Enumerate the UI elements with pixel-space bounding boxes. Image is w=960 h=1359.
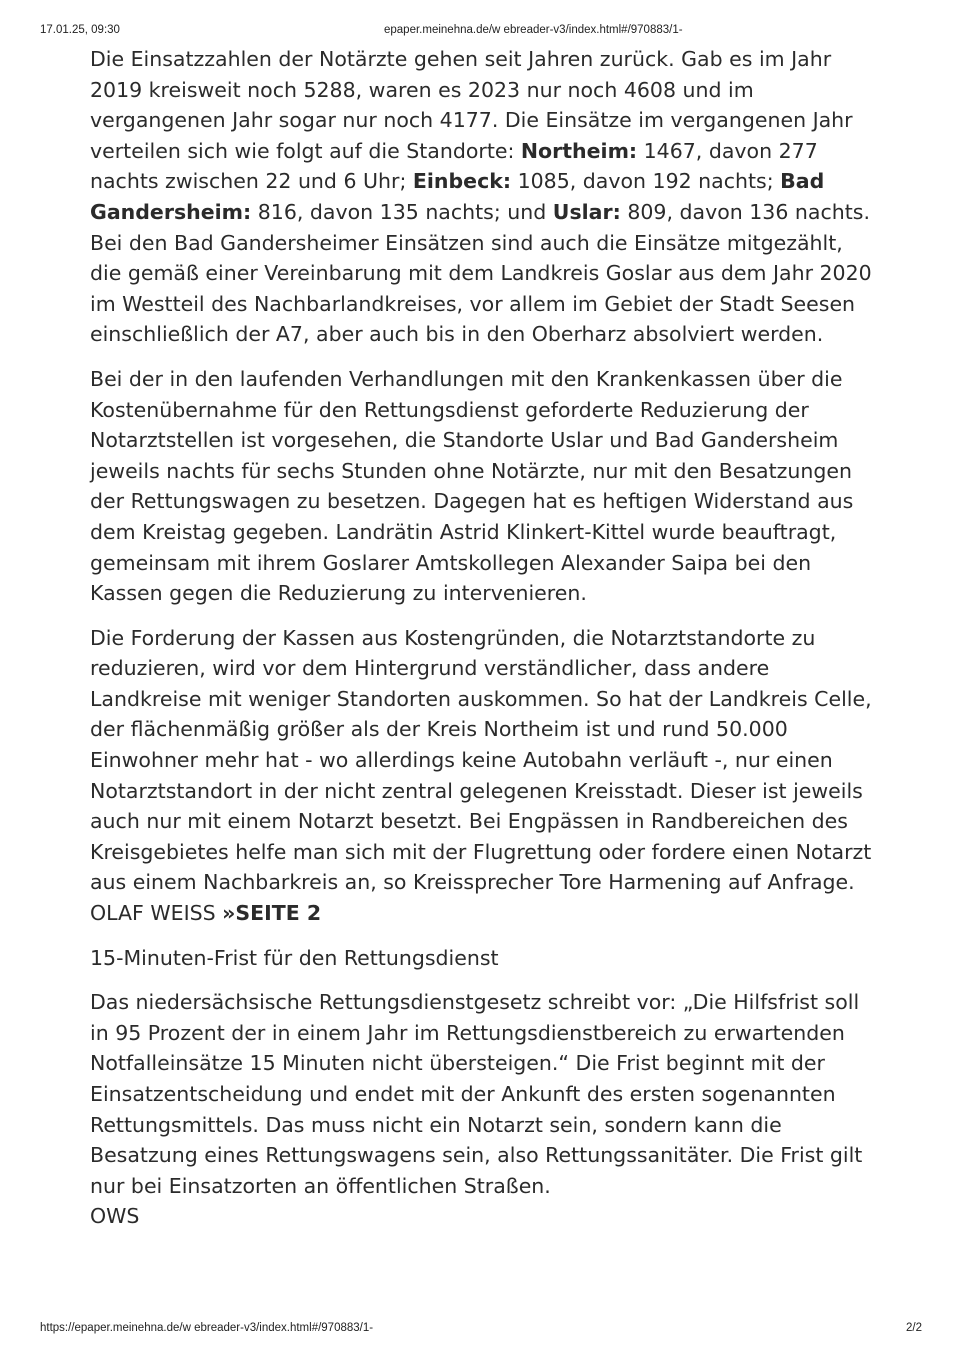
paragraph-negotiations: Bei der in den laufenden Verhandlungen mit den Krankenkassen über die Kostenübernahme für den Rettungsdienst geforderte Reduzierung der Notarztstellen ist vorgesehen, die Standorte Uslar und Bad Gandersheim jeweils nachts für sechs Stunden ohne Notärzte, nur mit den Besatzungen der Rettungswagen zu besetzen. Dagegen hat es heftigen Widerstand aus dem Kreistag gegeben. Landrätin Astrid Klinkert-Kittel wurde beauftragt, gemeinsam mit ihrem Goslarer Amtskollegen Alexander Saipa bei den Kassen gegen die Reduzierung zu intervenieren. (90, 366, 854, 606)
location-uslar: Uslar: (552, 199, 621, 224)
page-reference-link[interactable]: »SEITE 2 (222, 901, 322, 926)
author-line (90, 898, 880, 929)
paragraph-legal-deadline: Das niedersächsische Rettungsdienstgesetz schreibt vor: „Die Hilfsfrist soll in 95 Prozent der in einem Jahr im Rettungsdienstbereich zu erwartenden Notfalleinsätze 15 Minuten nicht übersteigen.“ Die Frist beginnt mit der Einsatzentscheidung und endet mit der Ankunft des ersten sogenannten Rettungsmittels. Das muss nicht ein Notarzt sein, sondern kann die Besatzung eines Rettungswagens sein, also Rettungssanitäter. Die Frist gilt nur bei Einsatzorten an öffentlichen Straßen. (90, 990, 863, 1198)
info-box-title: 15-Minuten-Frist für den Rettungsdienst (90, 945, 499, 970)
paragraph-deployment-figures: Die Einsatzzahlen der Notärzte gehen seit Jahren zurück. Gab es im Jahr 2019 kreisweit noch 5288, waren es 2023 nur noch 4608 und im vergangenen Jahr sogar nur noch 4177. Die Einsätze im vergangenen Jahr verteilen sich wie folgt auf die Standorte: Northeim: 1467, davon 277 nachts zwischen 22 und 6 Uhr; Einbeck: 1085, davon 192 nachts; Bad Gandersheim: 816, davon 135 nachts; und Uslar: 809, davon 136 nachts. Bei den Bad Gandersheimer Einsätzen sind auch die Einsätze mitgezählt, die gemäß einer Vereinbarung mit dem Landkreis Goslar aus dem Jahr 2020 im Westteil des Nachbarlandkreises, vor allem im Gebiet der Stadt Seesen einschließlich der A7, aber auch bis in den Oberharz absolviert werden. (90, 47, 872, 347)
print-footer-url: https://epaper.meinehna.de/w ebreader-v3/index.html#/970883/1- (40, 1322, 374, 1334)
location-bad-gandersheim: Bad Gandersheim: (90, 169, 825, 224)
paragraph-comparison-celle: Die Forderung der Kassen aus Kostengründen, die Notarztstandorte zu reduzieren, wird vor dem Hintergrund verständlicher, dass andere Landkreise mit weniger Standorten auskommen. So hat der Landkreis Celle, der flächenmäßig größer als der Kreis Northeim ist und rund 50.000 Einwohner mehr hat - wo allerdings keine Autobahn verläuft -, nur einen Notarztstandort in der nicht zentral gelegenen Kreisstadt. Dieser ist jeweils auch nur mit einem Notarzt besetzt. Bei Engpässen in Randbereichen des Kreisgebietes helfe man sich mit der Flugrettung oder fordere einen Notarzt aus einem Nachbarkreis an, so Kreissprecher Tore Harmening auf Anfrage. (90, 625, 872, 895)
location-northeim: Northeim: (520, 138, 638, 163)
author-name: OLAF WEISS (90, 901, 223, 926)
article-body (90, 44, 880, 1232)
location-einbeck: Einbeck: (412, 169, 512, 194)
page-number: 2/2 (906, 1322, 922, 1334)
info-box-author: OWS (90, 1204, 140, 1229)
print-header (0, 24, 960, 40)
print-header-url: epaper.meinehna.de/w ebreader-v3/index.html#/970883/1- (384, 24, 683, 36)
print-datetime: 17.01.25, 09:30 (40, 24, 120, 36)
print-footer (0, 1322, 960, 1338)
